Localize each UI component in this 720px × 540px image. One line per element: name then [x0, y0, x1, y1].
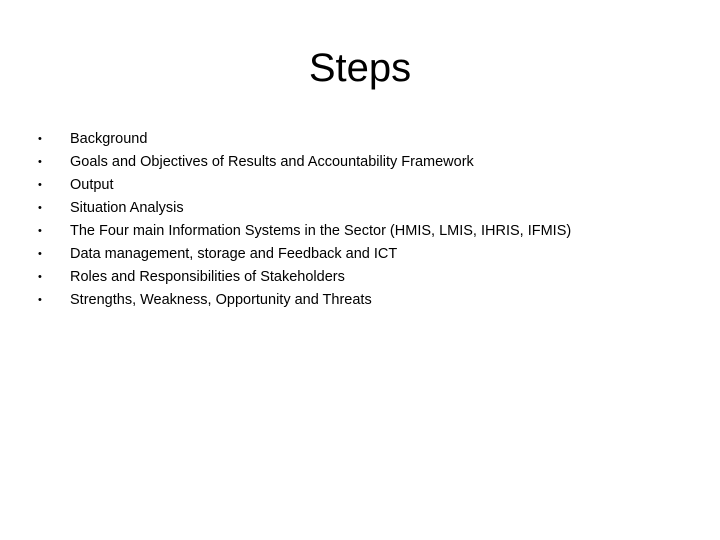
- bullet-icon: •: [38, 133, 42, 145]
- bullet-icon: •: [38, 248, 42, 260]
- list-item: [36, 220, 686, 243]
- list-item: [36, 289, 686, 312]
- bullet-text: Strengths, Weakness, Opportunity and Threats: [70, 292, 372, 308]
- bullet-icon: •: [38, 225, 42, 237]
- list-item: [36, 266, 686, 289]
- bullet-text: Situation Analysis: [70, 200, 184, 216]
- slide-title: Steps: [308, 46, 412, 90]
- bullet-icon: •: [38, 156, 42, 168]
- list-item: [36, 243, 686, 266]
- bullet-text: Roles and Responsibilities of Stakeholders: [70, 269, 345, 285]
- bullet-icon: •: [38, 202, 42, 214]
- list-item: [36, 197, 686, 220]
- bullet-icon: •: [38, 179, 42, 191]
- bullet-text: Data management, storage and Feedback and ICT: [70, 246, 398, 262]
- bullet-text: Goals and Objectives of Results and Accountability Framework: [70, 154, 474, 170]
- list-item: [36, 174, 686, 197]
- bullet-list: [36, 128, 686, 312]
- bullet-text: Background: [70, 131, 148, 147]
- bullet-text: Output: [70, 177, 114, 193]
- bullet-icon: •: [38, 271, 42, 283]
- bullet-icon: •: [38, 294, 42, 306]
- list-item: [36, 128, 686, 151]
- list-item: [36, 151, 686, 174]
- bullet-text: The Four main Information Systems in the Sector (HMIS, LMIS, IHRIS, IFMIS): [70, 223, 572, 239]
